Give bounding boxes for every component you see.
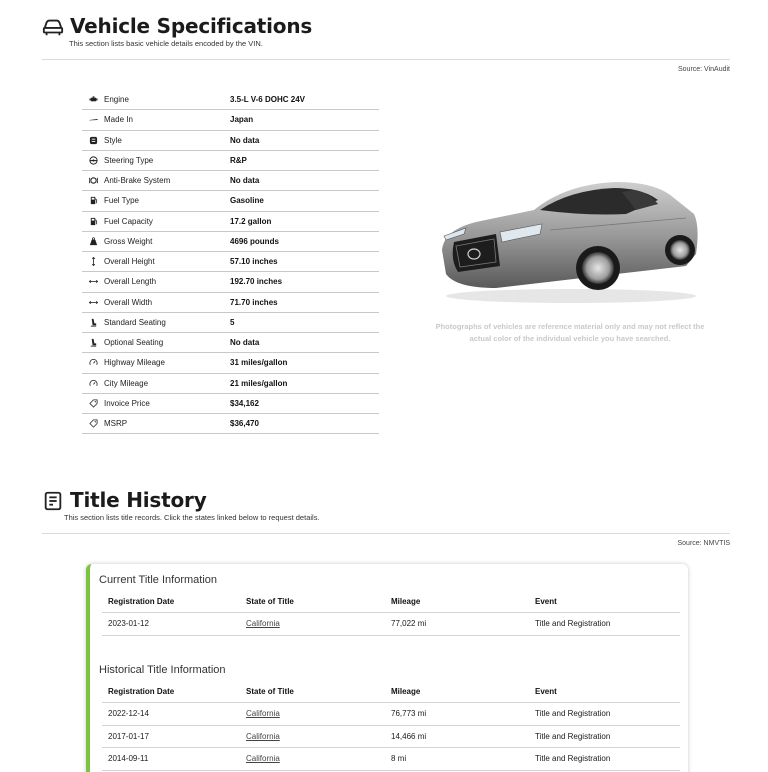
title-history-header [42, 488, 207, 512]
current-title-heading: Current Title Information [99, 574, 217, 586]
spec-row [82, 333, 379, 353]
spec-value: 21 miles/gallon [230, 378, 288, 388]
registration-date-cell [102, 709, 246, 718]
spec-row [82, 131, 379, 151]
registration-date-cell [102, 619, 246, 628]
column-header: Event [535, 597, 557, 606]
column-header: Registration Date [108, 597, 175, 606]
mileage: 76,773 mi [391, 709, 427, 719]
spec-row [82, 353, 379, 373]
spec-value: 3.5-L V-6 DOHC 24V [230, 95, 305, 105]
registration-date: 2017-01-17 [108, 731, 149, 741]
event-cell [535, 732, 680, 741]
seat-icon [86, 338, 100, 347]
table-row [102, 726, 680, 749]
vehicle-specs-header [42, 14, 312, 38]
mileage: 77,022 mi [391, 619, 427, 629]
vehicle-specs-subtitle: This section lists basic vehicle details encoded by the VIN. [69, 39, 263, 48]
spec-value: No data [230, 176, 260, 186]
spec-label: Invoice Price [104, 398, 150, 408]
fuel-pump-icon [86, 217, 100, 226]
event: Title and Registration [535, 619, 611, 629]
event: Title and Registration [535, 709, 611, 719]
spec-label: Engine [104, 95, 129, 105]
spec-label: Steering Type [104, 155, 154, 165]
spec-value: 192.70 inches [230, 277, 283, 287]
spec-label: Overall Width [104, 297, 153, 307]
spec-value: 17.2 gallon [230, 216, 272, 226]
length-arrow-icon [86, 277, 100, 286]
car-icon [42, 16, 64, 38]
table-header-row [102, 591, 680, 613]
table-row [102, 748, 680, 771]
historical-title-table [102, 681, 680, 771]
spec-value: No data [230, 338, 260, 348]
weight-icon [86, 237, 100, 246]
spec-row [82, 313, 379, 333]
spec-row [82, 232, 379, 252]
vehicle-specs-source: Source: VinAudit [677, 66, 730, 73]
historical-title-heading: Historical Title Information [99, 664, 226, 676]
vehicle-photo [436, 170, 706, 310]
state-of-title-link[interactable]: California [246, 709, 280, 719]
spec-table [82, 90, 379, 434]
spec-label: Highway Mileage [104, 358, 165, 368]
spec-label: Standard Seating [104, 317, 166, 327]
spec-row [82, 414, 379, 434]
style-icon [86, 136, 100, 145]
event: Title and Registration [535, 754, 611, 764]
current-title-table [102, 591, 680, 636]
registration-date-cell [102, 732, 246, 741]
spec-label: Overall Length [104, 277, 157, 287]
photo-disclaimer: Photographs of vehicles are reference material only and may not reflect the actual color of the individual vehicle you have searched. [435, 322, 705, 343]
spec-value: 5 [230, 317, 235, 327]
spec-value: 57.10 inches [230, 257, 278, 267]
price-tag-icon [86, 419, 100, 428]
registration-date-cell [102, 754, 246, 763]
fuel-pump-icon [86, 196, 100, 205]
height-arrow-icon [86, 257, 100, 266]
spec-label: Optional Seating [104, 338, 164, 348]
spec-label: Gross Weight [104, 236, 153, 246]
column-header: Event [535, 687, 557, 696]
spec-row [82, 90, 379, 110]
spec-row [82, 293, 379, 313]
spec-value: R&P [230, 155, 247, 165]
state-of-title-link-cell [246, 709, 391, 718]
spec-label: Fuel Type [104, 196, 139, 206]
spec-value: $34,162 [230, 398, 259, 408]
spec-row [82, 212, 379, 232]
spec-value: $36,470 [230, 419, 259, 429]
spec-label: MSRP [104, 419, 128, 429]
column-header: Registration Date [108, 687, 175, 696]
table-header-row [102, 681, 680, 703]
column-header: State of Title [246, 597, 294, 606]
spec-row [82, 110, 379, 130]
spec-label: Style [104, 135, 122, 145]
mileage-cell [391, 709, 535, 718]
spec-value: 4696 pounds [230, 236, 279, 246]
state-of-title-link[interactable]: California [246, 731, 280, 741]
spec-label: Fuel Capacity [104, 216, 153, 226]
event-cell [535, 754, 680, 763]
event-cell [535, 709, 680, 718]
registration-date: 2014-09-11 [108, 754, 149, 764]
spec-row [82, 191, 379, 211]
spec-label: Anti-Brake System [104, 176, 171, 186]
mileage-cell [391, 732, 535, 741]
table-row [102, 703, 680, 726]
registration-date: 2022-12-14 [108, 709, 149, 719]
column-header: Mileage [391, 687, 421, 696]
spec-value: Japan [230, 115, 254, 125]
state-of-title-link-cell [246, 754, 391, 763]
spec-row [82, 272, 379, 292]
seat-icon [86, 318, 100, 327]
mileage-cell [391, 619, 535, 628]
spec-label: Made In [104, 115, 133, 125]
registration-date: 2023-01-12 [108, 619, 149, 629]
spec-row [82, 374, 379, 394]
event-cell [535, 619, 680, 628]
title-history-source: Source: NMVTIS [677, 540, 730, 547]
spec-label: Overall Height [104, 257, 155, 267]
steering-wheel-icon [86, 156, 100, 165]
title-history-card [86, 564, 688, 772]
gauge-icon [86, 358, 100, 367]
state-of-title-link-cell [246, 619, 391, 628]
title-history-divider [42, 533, 730, 534]
spec-value: 71.70 inches [230, 297, 278, 307]
mileage: 14,466 mi [391, 731, 427, 741]
spec-row [82, 171, 379, 191]
price-tag-icon [86, 399, 100, 408]
mileage: 8 mi [391, 754, 407, 764]
state-of-title-link[interactable]: California [246, 754, 280, 764]
document-icon [42, 490, 64, 512]
spec-label: City Mileage [104, 378, 149, 388]
plane-icon [86, 115, 100, 124]
spec-row [82, 394, 379, 414]
mileage-cell [391, 754, 535, 763]
gauge-icon [86, 379, 100, 388]
vehicle-specs-divider [42, 59, 730, 60]
title-history-subtitle: This section lists title records. Click the states linked below to request details. [64, 513, 320, 522]
table-row [102, 613, 680, 636]
state-of-title-link-cell [246, 732, 391, 741]
width-arrow-icon [86, 298, 100, 307]
spec-row [82, 151, 379, 171]
brake-icon [86, 176, 100, 185]
engine-icon [86, 95, 100, 104]
vehicle-specs-title: Vehicle Specifications [70, 14, 313, 38]
event: Title and Registration [535, 731, 611, 741]
state-of-title-link[interactable]: California [246, 619, 280, 629]
spec-value: No data [230, 135, 260, 145]
spec-value: 31 miles/gallon [230, 358, 288, 368]
column-header: State of Title [246, 687, 294, 696]
column-header: Mileage [391, 597, 421, 606]
spec-value: Gasoline [230, 196, 264, 206]
spec-row [82, 252, 379, 272]
title-history-title: Title History [70, 488, 207, 512]
